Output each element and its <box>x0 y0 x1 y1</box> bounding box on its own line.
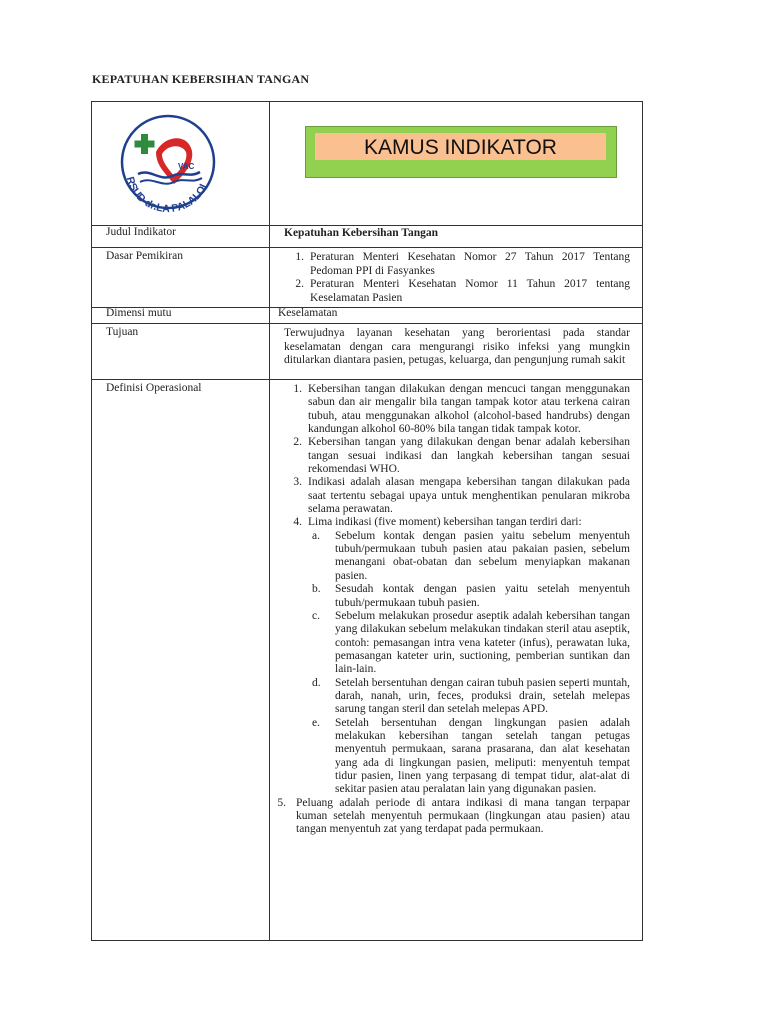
list-text: Indikasi adalah alasan mengapa kebersihan tangan dilakukan pada saat tertentu sebagai upaya untuk menghentikan penularan mikroba selama perawatan. <box>308 476 630 516</box>
list-number: 1. <box>293 383 302 395</box>
sub-list-text: Setelah bersentuhan dengan cairan tubuh pasien seperti muntah, darah, nanah, urin, feces, produksi drain, setelah melepas sarung tangan steril dan setelah melepas APD. <box>335 676 630 716</box>
value-tujuan: Terwujudnya layanan kesehatan yang berorientasi pada standar keselamatan dengan cara mengurangi risiko infeksi yang mungkin ditularkan diantara pasien, petugas, keluarga, dan pengunjung rumah sakit <box>284 327 630 367</box>
list-number: 2. <box>293 436 302 449</box>
row-divider <box>92 323 642 324</box>
list-number: 4. <box>293 516 302 529</box>
list-item <box>284 251 630 278</box>
sub-list-text: Setelah bersentuhan dengan lingkungan pasien adalah melakukan kebersihan tangan setelah tangan petugas menyentuh permukaan, sarana prasarana, dan alat kesehatan yang ada di lingkungan pasien, meliputi: menyentuh tempat tidur pasien, linen yang terpasang di tempat tidur, alat-alat di sekitar pasien atau peralatan lain yang digunakan pasien. <box>335 716 630 796</box>
sub-list-item <box>308 530 630 583</box>
sub-list-item <box>308 677 630 717</box>
sub-list-item <box>308 717 630 797</box>
list-number: 2. <box>295 278 304 291</box>
label-dasar-pemikiran: Dasar Pemikiran <box>106 250 183 262</box>
list-number: 5. <box>277 796 286 809</box>
kamus-indikator-banner <box>305 126 617 178</box>
value-dimensi-mutu: Keselamatan <box>278 307 338 319</box>
banner-title: KAMUS INDIKATOR <box>364 136 557 159</box>
list-text: Peluang adalah periode di antara indikasi di mana tangan terpapar kuman setelah menyentuh permukaan (lingkungan atau pasien) atau tangan menyentuh zat yang terdapat pada permukaan. <box>296 796 630 836</box>
list-item <box>282 383 630 436</box>
list-item <box>274 797 630 837</box>
label-tujuan: Tujuan <box>106 326 139 338</box>
definisi-operasional-list <box>277 383 630 837</box>
sub-list-text: Sebelum kontak dengan pasien yaitu sebelum menyentuh tubuh/permukaan tubuh pasien atau pakaian pasien, sebelum menangani obat-obatan dan sebelum menyiapkan makanan pasien. <box>335 529 630 582</box>
list-item <box>282 476 630 516</box>
dasar-pemikiran-list <box>284 251 630 305</box>
label-definisi-operasional: Definisi Operasional <box>106 382 202 394</box>
row-divider <box>92 379 642 380</box>
value-judul-indikator: Kepatuhan Kebersihan Tangan <box>284 227 439 239</box>
sub-list-text: Sesudah kontak dengan pasien yaitu setelah menyentuh tubuh/permukaan tubuh pasien. <box>335 583 630 609</box>
list-number: 1. <box>295 251 304 263</box>
list-item <box>282 516 630 796</box>
svg-text:RSUD dr.LA PALALOI: RSUD dr.LA PALALOI <box>123 175 210 216</box>
indicator-table <box>91 101 643 941</box>
label-judul-indikator: Judul Indikator <box>106 226 176 238</box>
sub-list-letter: b. <box>312 583 321 596</box>
sub-list-item <box>308 610 630 677</box>
banner-inner <box>315 133 606 160</box>
sub-list-letter: a. <box>312 529 320 542</box>
column-divider <box>269 102 270 940</box>
sub-list-text: Sebelum melakukan prosedur aseptik adalah kebersihan tangan yang dilakukan sebelum melakukan tindakan steril atau aseptik, contoh: pemasangan intra vena kateter (infus), perawatan luka, pemasangan kateter urin, suctioning, pemberian suntikan dan lain-lain. <box>335 609 630 676</box>
row-divider <box>92 247 642 248</box>
sub-list-letter: e. <box>312 716 320 729</box>
document-title: KEPATUHAN KEBERSIHAN TANGAN <box>92 72 310 86</box>
list-text: Peraturan Menteri Kesehatan Nomor 11 Tahun 2017 tentang Keselamatan Pasien <box>310 278 630 304</box>
sub-list-letter: d. <box>312 676 321 689</box>
svg-text:VAC: VAC <box>178 162 195 171</box>
list-item <box>284 278 630 305</box>
list-text: Peraturan Menteri Kesehatan Nomor 27 Tahun 2017 Tentang Pedoman PPI di Fasyankes <box>310 251 630 277</box>
sub-list-item <box>308 583 630 610</box>
hospital-logo <box>116 112 220 216</box>
list-number: 3. <box>293 476 302 489</box>
list-item <box>282 436 630 476</box>
list-text: Kebersihan tangan dilakukan dengan mencuci tangan menggunakan sabun dan air mengalir bila tangan tampak kotor atau terkena cairan tubuh, atau menggunakan alkohol (alcohol-based handrubs) dengan kandungan alkohol 60-80% bila tangan tidak tampak kotor. <box>308 383 630 436</box>
list-text: Lima indikasi (five moment) kebersihan tangan terdiri dari: <box>308 516 582 529</box>
list-text: Kebersihan tangan yang dilakukan dengan benar adalah kebersihan tangan sesuai indikasi dan langkah kebersihan tangan sesuai rekomendasi WHO. <box>308 436 630 476</box>
label-dimensi-mutu: Dimensi mutu <box>106 307 172 319</box>
sub-list-letter: c. <box>312 609 320 622</box>
